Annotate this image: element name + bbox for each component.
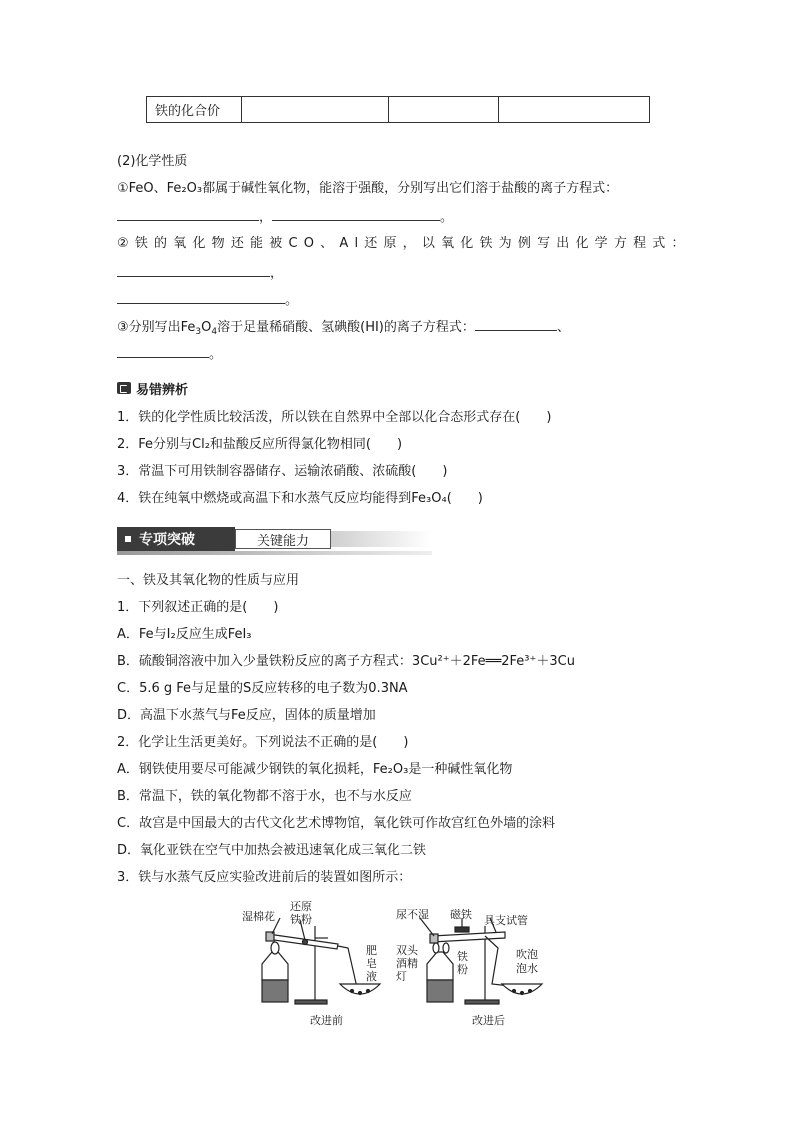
option-2c: C．故宫是中国最大的古代文化艺术博物馆，氧化铁可作故宫红色外墙的涂料	[117, 816, 556, 831]
table-cell-2[interactable]	[389, 97, 499, 122]
apparatus-figure	[240, 896, 570, 1028]
label-lamp-3: 灯	[396, 970, 407, 983]
banner-tag: 关键能力	[235, 529, 331, 549]
answer-blank[interactable]	[117, 262, 270, 277]
banner-main: 专项突破	[117, 527, 235, 551]
label-lamp-1: 双头	[396, 944, 418, 957]
question-1-text: ①FeO、Fe₂O₃都属于碱性氧化物，能溶于强酸，分别写出它们溶于盐酸的离子方程式：	[117, 181, 619, 196]
answer-blank[interactable]	[117, 289, 285, 304]
question-2-text: ②铁的氧化物还能被CO、Al还原，以氧化铁为例写出化学方程式：	[117, 236, 691, 251]
error-item-2: 2．Fe分别与Cl₂和盐酸反应所得氯化物相同( )	[117, 437, 403, 452]
banner-fade	[331, 531, 431, 547]
error-analysis-icon	[117, 382, 131, 394]
label-bubble-1: 吹泡	[516, 948, 538, 961]
label-bubble-2: 泡水	[516, 962, 538, 975]
label-magnet: 磁铁	[450, 908, 472, 921]
double-burner	[427, 952, 453, 980]
label-soap-2: 皂	[366, 957, 377, 970]
option-2d: D．氧化亚铁在空气中加热会被迅速氧化成三氧化二铁	[117, 843, 427, 858]
square-bullet-icon	[125, 536, 131, 542]
caption-before: 改进前	[310, 1014, 343, 1027]
error-item-4: 4．铁在纯氧中燃烧或高温下和水蒸气反应均能得到Fe₃O₄( )	[117, 491, 483, 506]
section-title: (2)化学性质	[117, 154, 188, 169]
option-2a: A．钢铁使用要尽可能减少钢铁的氧化损耗，Fe₂O₃是一种碱性氧化物	[117, 762, 513, 777]
label-reduced-1: 还原	[290, 900, 312, 913]
label-iron-1: 铁	[457, 950, 468, 963]
question-2-answer-line-1: ，	[117, 262, 283, 283]
label-soap-3: 液	[366, 970, 377, 983]
question-1-answer-line: ， 。	[117, 206, 453, 227]
table-cell-3[interactable]	[499, 97, 649, 122]
question-3-text: ③分别写出$Fe_3O_4$溶于足量稀硝酸、氢碘酸(HI)的离子方程式： 、	[117, 316, 570, 341]
question-stem-1: 1．下列叙述正确的是( )	[117, 600, 279, 615]
question-stem-2: 2．化学让生活更美好。下列说法不正确的是( )	[117, 735, 409, 750]
question-3-answer-line: 。	[117, 343, 222, 364]
caption-after: 改进后	[472, 1014, 505, 1027]
label-iron-2: 粉	[457, 963, 468, 976]
error-item-3: 3．常温下可用铁制容器储存、运输浓硝酸、浓硫酸( )	[117, 464, 448, 479]
alcohol-burner	[262, 952, 288, 980]
apparatus-before	[262, 918, 380, 1004]
section-banner	[117, 527, 432, 551]
formula-fe3o4: $Fe_3O_4$	[180, 320, 218, 337]
label-tube: 具支试管	[484, 914, 528, 927]
option-1c: C．5.6 g Fe与足量的S反应转移的电子数为0.3NA	[117, 681, 408, 696]
label-cotton: 湿棉花	[242, 910, 275, 923]
answer-blank[interactable]	[475, 316, 557, 331]
table-row-label: 铁的化合价	[147, 97, 242, 122]
question-stem-3: 3．铁与水蒸气反应实验改进前后的装置如图所示：	[117, 870, 412, 885]
wire-gauze-stand	[262, 980, 288, 1002]
label-reduced-2: 铁粉	[290, 913, 312, 926]
stand-base	[465, 1000, 499, 1004]
branched-test-tube	[432, 932, 505, 942]
magnet	[455, 927, 469, 932]
table-cell-1[interactable]	[242, 97, 389, 122]
apparatus-after	[420, 918, 542, 1004]
option-1d: D．高温下水蒸气与Fe反应，固体的质量增加	[117, 708, 376, 723]
label-soap-1: 肥	[366, 944, 377, 957]
side-tube	[485, 936, 510, 986]
answer-blank[interactable]	[272, 206, 440, 221]
option-2b: B．常温下，铁的氧化物都不溶于水，也不与水反应	[117, 789, 412, 804]
stand-base	[295, 1000, 327, 1004]
error-item-1: 1．铁的化学性质比较活泼，所以铁在自然界中全部以化合态形式存在( )	[117, 410, 552, 425]
question-2-answer-line-2: 。	[117, 289, 298, 310]
option-1b: B．硫酸铜溶液中加入少量铁粉反应的离子方程式：3Cu²⁺＋2Fe══2Fe³⁺＋3Cu	[117, 654, 575, 669]
label-diaper: 尿不湿	[396, 908, 429, 921]
banner-underline	[117, 551, 432, 555]
valence-table-row	[146, 96, 650, 123]
answer-blank[interactable]	[117, 206, 259, 221]
option-1a: A．Fe与I₂反应生成FeI₃	[117, 627, 252, 642]
answer-blank[interactable]	[117, 343, 209, 358]
error-analysis-title: 易错辨析	[136, 383, 189, 398]
part-title: 一、铁及其氧化物的性质与应用	[117, 573, 300, 588]
label-lamp-2: 酒精	[396, 957, 418, 970]
